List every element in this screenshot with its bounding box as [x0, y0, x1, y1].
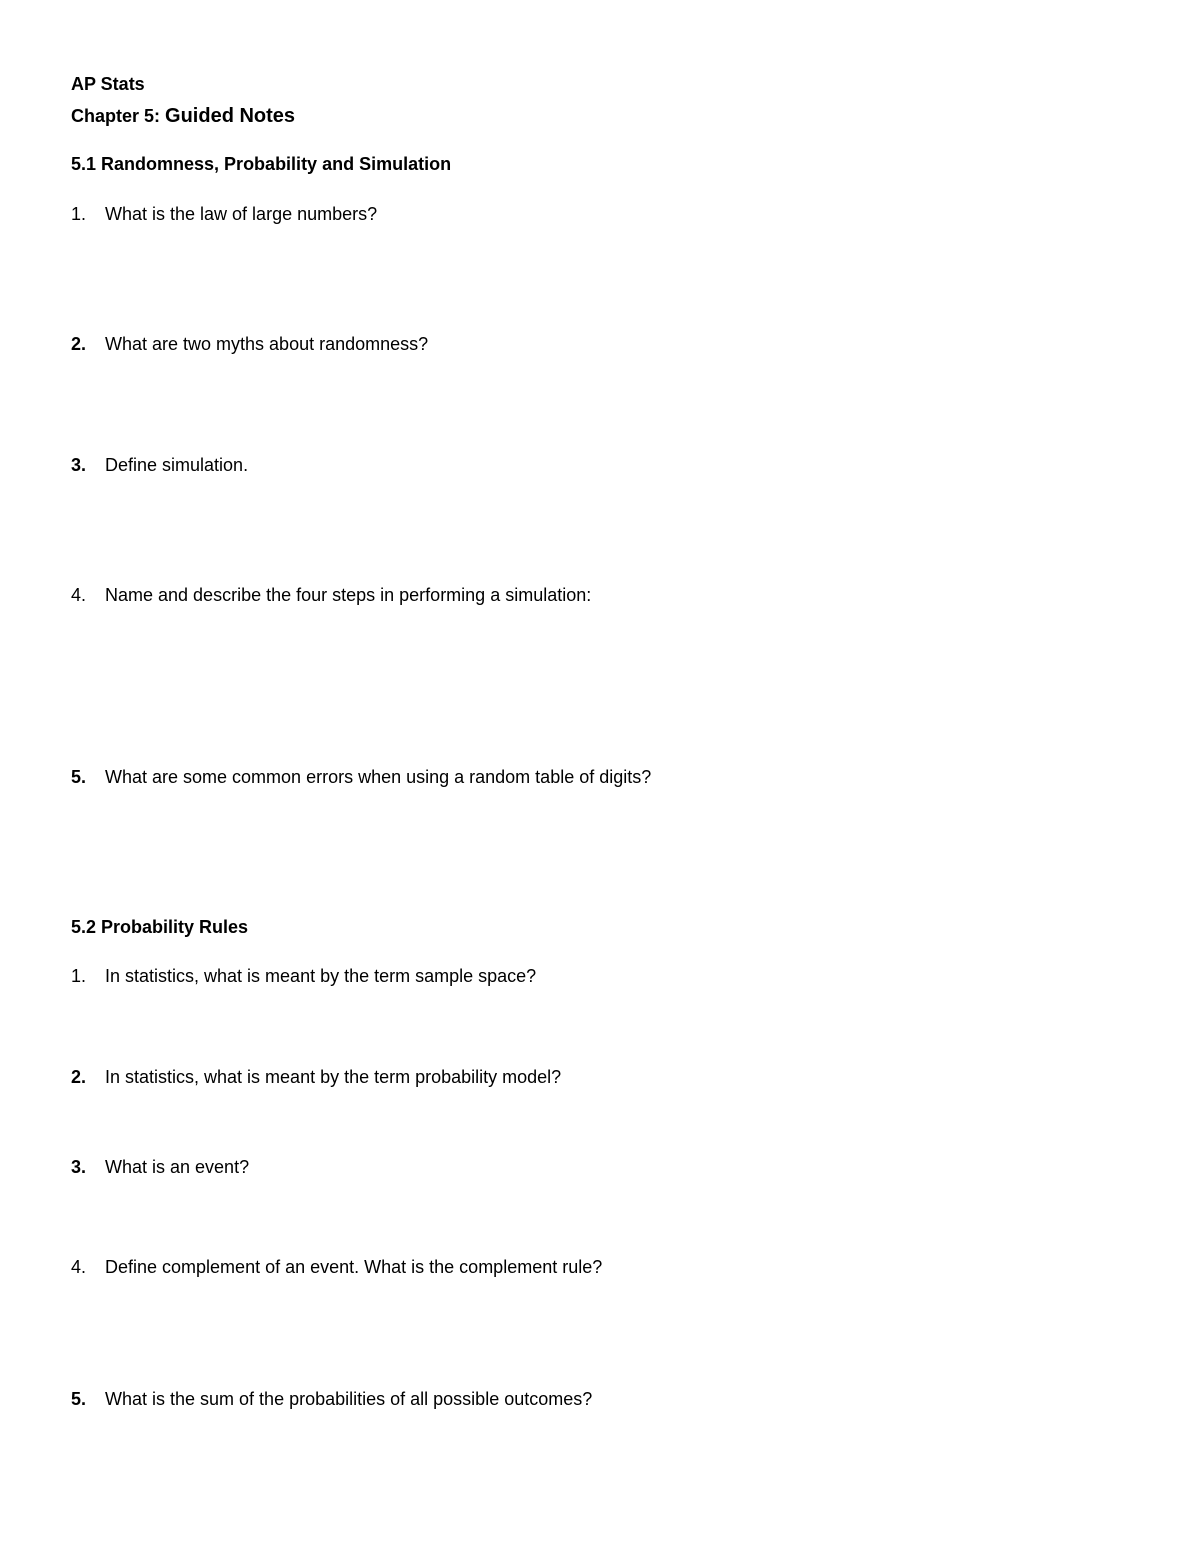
- question-number: 1.: [71, 204, 87, 224]
- section-5-1-question-1: [71, 203, 377, 225]
- question-number: 3.: [71, 455, 87, 475]
- question-text: Define simulation.: [105, 455, 249, 475]
- section-5-1-title: 5.1 Randomness, Probability and Simulation: [71, 154, 452, 174]
- chapter-prefix: Chapter 5:: [71, 106, 161, 126]
- question-number: 5.: [71, 767, 87, 787]
- section-5-1-question-3: [71, 454, 248, 476]
- section-5-1-question-5: [71, 766, 651, 788]
- section-5-2-question-4: [71, 1256, 602, 1278]
- question-number: 2.: [71, 334, 87, 354]
- question-text: In statistics, what is meant by the term probability model?: [105, 1067, 562, 1087]
- section-5-2-question-5: [71, 1388, 592, 1410]
- question-text: Define complement of an event. What is the complement rule?: [105, 1257, 603, 1277]
- section-5-2-question-1: [71, 965, 536, 987]
- chapter-title: Guided Notes: [165, 105, 296, 127]
- question-text: Name and describe the four steps in performing a simulation:: [105, 585, 592, 605]
- section-5-2-question-3: [71, 1156, 249, 1178]
- question-number: 4.: [71, 585, 87, 605]
- question-number: 1.: [71, 966, 87, 986]
- question-text: What are two myths about randomness?: [105, 334, 429, 354]
- question-text: What is the sum of the probabilities of all possible outcomes?: [105, 1389, 593, 1409]
- question-number: 2.: [71, 1067, 87, 1087]
- section-5-2-title: 5.2 Probability Rules: [71, 917, 249, 937]
- question-text: In statistics, what is meant by the term sample space?: [105, 966, 537, 986]
- question-number: 4.: [71, 1257, 87, 1277]
- section-5-1-question-2: [71, 333, 428, 355]
- question-text: What is an event?: [105, 1157, 250, 1177]
- question-text: What are some common errors when using a random table of digits?: [105, 767, 652, 787]
- section-5-1-question-4: [71, 584, 591, 606]
- question-number: 5.: [71, 1389, 87, 1409]
- section-5-2-question-2: [71, 1066, 561, 1088]
- question-text: What is the law of large numbers?: [105, 204, 378, 224]
- course-title: AP Stats: [71, 74, 145, 94]
- chapter-heading: [71, 105, 295, 127]
- question-number: 3.: [71, 1157, 87, 1177]
